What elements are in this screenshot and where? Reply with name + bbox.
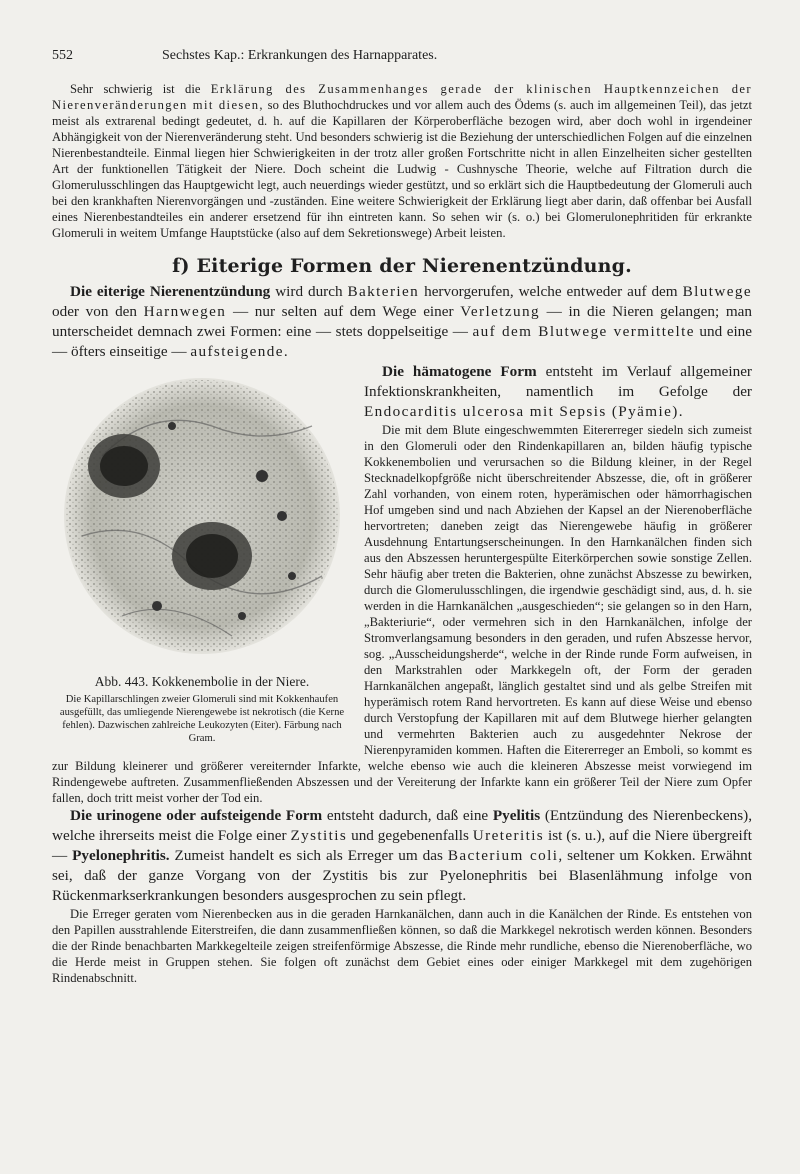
intro-paragraph: Sehr schwierig ist die Erklärung des Zusammenhanges gerade der klinischen Hauptkennzeichen der Nierenveränderungen mit diesen, so des Bluthochdruckes und vor allem auch des Ödems (s. auch im allgemeinen Teil), das jetzt meist als extrarenal bedingt gedeutet, d. h. auf die Kapillaren der Körperoberfläche bezogen wird, aber doch wohl in irgendeiner Abhängigkeit von der Nierenveränderung steht. Und besonders schwierig ist die Beziehung der unterschiedlichen Folgen auf die einzelnen Nierenbestandteile. Einmal liegen hier Schwierigkeiten in der trotz aller großen Fortschritte nicht in allen Einzelheiten sicher gestellten Art der funktionellen Tätigkeit der Niere. Doch scheint die Ludwig - Cushnysche Theorie, welche auf Filtration durch die Glomerulusschlingen das Hauptgewicht legt, auch neuerdings wieder gestützt, und so erklärt sich die Hauptbedeutung der Glomeruli auch bei den krankhaften Nierenvorgängen und -zuständen. Eine weitere Schwierigkeit der Erklärung liegt aber darin, daß offenbar bei Ausfall eines Nierenbestandteiles ein anderer ersetzend für ihn eintreten kann. So sehen wir (s. o.) bei Glomerulonephritiden für erkrankte Glomeruli in weitem Umfange Hauptstücke (also auf dem Sekretionswege) Arbeit leisten.	[52, 82, 752, 240]
paragraph-erreger: Die Erreger geraten vom Nierenbecken aus in die geraden Harnkanälchen, dann auch in die Kanälchen der Rinde. Es entstehen von den Papillen ausstrahlende Eiterstreifen, die dann zusammenfließen können, so daß die Markkegel nekrotisch werden können. Besonders die der Rinde benachbarten Markkegelteile zeigen streifenförmige Abszesse, die Rinde mehr rundliche, ebenso die Nierenoberfläche, wo die Herde meist in Gruppen stehen. Sie folgen oft zunächst dem Gebiet eines oder einiger Markkegel mit dem zugehörigen Rindenabschnitt.	[52, 907, 752, 985]
figure-caption: Abb. 443. Kokkenembolie in der Niere.	[94, 674, 310, 689]
paragraph-urinogene: Die urinogene oder aufsteigende Form entsteht dadurch, daß eine Pyelitis (Entzündung des Nierenbeckens), welche ihrerseits meist die Folge einer Zystitis und gegebenenfalls Ureteritis ist (s. u.), auf die Niere übergreift — Pyelonephritis. Zumeist handelt es sich als Erreger um das Bacterium coli, seltener um Kokken. Erwähnt sei, daß der ganze Vorgang von der Zystitis bis zur Pyelonephritis bei Blasenlähmung infolge von Rückenmarkserkrankungen besonders ausgesprochen zu sein pflegt.	[52, 807, 753, 904]
emphasis-text: Erklärung des Zusammenhanges gerade der klinischen Hauptkennzeichen der Nierenveränderungen mit diesen,	[52, 82, 752, 112]
figure-kokkenembolie	[52, 366, 352, 745]
paragraph-haematogene: Die hämatogene Form entsteht im Verlauf allgemeiner Infektionskrankheiten, namentlich im Gefolge der Endocarditis ulcerosa mit Sepsis (Pyämie).	[364, 363, 752, 420]
page-number: 552	[52, 48, 73, 63]
paragraph-eiterige: Die eiterige Nierenentzündung wird durch Bakterien hervorgerufen, welche entweder auf dem Blutwege oder von den Harnwegen — nur selten auf dem Wege einer Verletzung — in die Nieren gelangen; man unterscheidet demnach zwei Formen: eine — stets doppelseitige — auf dem Blutwege vermittelte und eine — öfters einseitige — aufsteigende.	[52, 283, 753, 360]
section-title: f) Eiterige Formen der Nierenentzündung.	[172, 255, 632, 277]
running-head: Sechstes Kap.: Erkrankungen des Harnapparates.	[162, 48, 438, 63]
book-page	[52, 48, 752, 986]
figure-legend: Die Kapillarschlingen zweier Glomeruli sind mit Kokkenhaufen ausgefüllt, das umliegende Nierengewebe ist nekrotisch (die Kerne fehlen). Dazwischen zahlreiche Leukozyten (Eiter). Färbung nach Gram.	[59, 694, 345, 744]
page-header	[52, 48, 752, 64]
micrograph-image	[62, 366, 342, 666]
paragraph-blut: Die mit dem Blute eingeschwemmten Eitererreger siedeln sich zumeist in den Glomeruli oder den Rindenkapillaren an, bilden häufig typische Kokkenembolien und verursachen so die Bildung kleiner, in der Regel Stecknadelkopfgröße nicht überschreitender Abszesse, die, oft in größerer Zahl vorhanden, von einem roten, hyperämischen oder hämorrhagischen Hof umgeben sind und nach Abziehen der Kapsel an der Nierenoberfläche hervortreten; daneben zeigt das Nierengewebe häufig in größerer Ausdehnung Entartungserscheinungen. In den Harnkanälchen finden sich aus den Abszessen heruntergespülte Eiterkörperchen sowie sonstige Zellen. Sehr häufig aber treten die Bakterien, ohne zunächst Abszesse zu bewirken, durch die Glomerulusschlingen, die irgendwie geschädigt sind, aus, d. h. sie werden in die Harnkanälchen „ausgeschieden“; sie gelangen so in den Harn, „Bakteriurie“, oder vermehren sich in den Harnkanälchen, infolge der Stromverlangsamung besonders in den geraden, und rufen Abszesse hervor, sog. „Ausscheidungsherde“, welche in der Rinde runde Form aufweisen, in den Markstrahlen oder Markkegeln oft, der Form der geraden Harnkanälchen angepaßt, länglich gestaltet sind und als gelbe Streifen mit hyperämisch rotem Rand hervortreten. Es kann auf diese Weise und ebenso durch Verstopfung der Kapillaren mit auf dem Blutwege hierher gelangten und vermehrten Bakterien auch zu ausgedehnter Nekrose der Nierenpyramiden kommen. Haften die Eitererreger an Emboli, so kommt es zur Bildung kleinerer und größerer vereiternder Infarkte, welche ebenso wie auch die kleineren Abszesse meist vorwiegend im Rindengewebe auftreten. Zusammenfließenden Abszessen und der Vereiterung der Infarkte kann ein größerer Teil der Niere zum Opfer fallen, doch tritt meist vorher der Tod ein.	[52, 423, 752, 805]
